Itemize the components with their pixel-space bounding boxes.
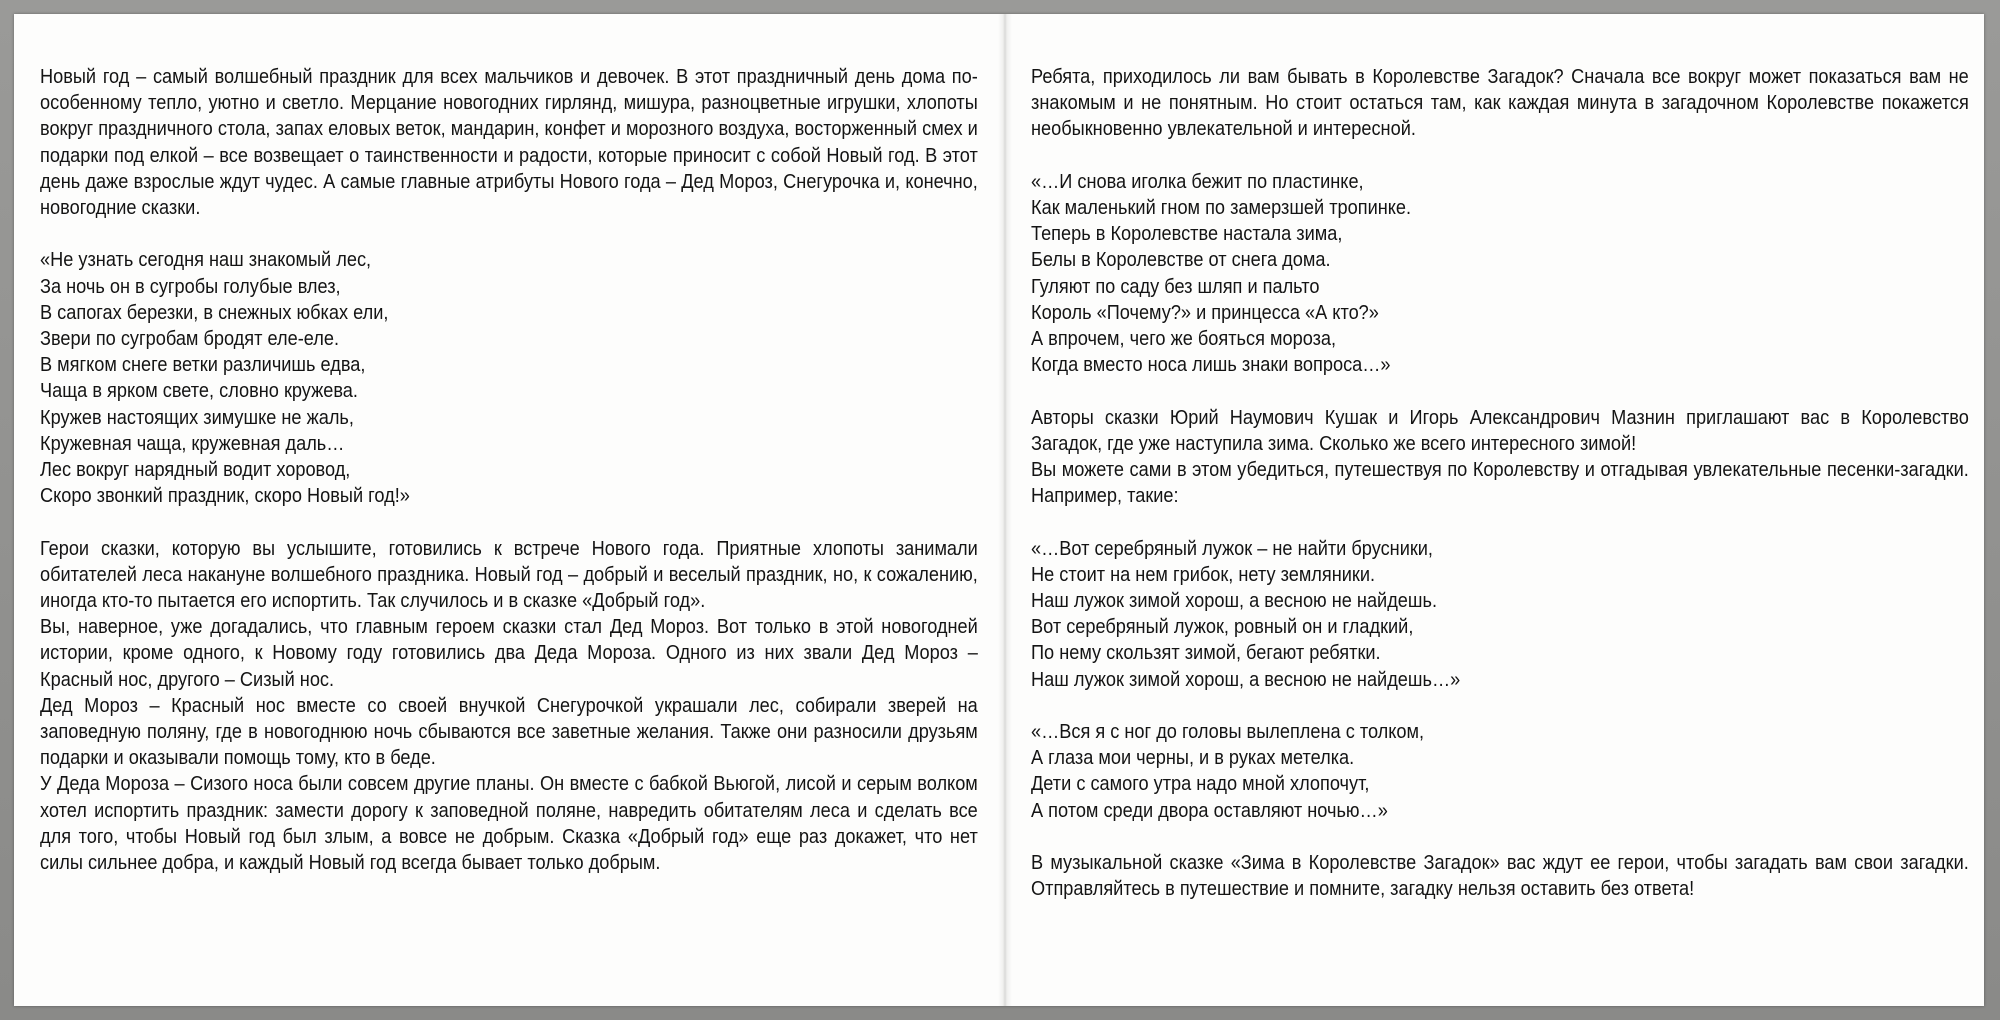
left-poem xyxy=(40,247,978,509)
poem-line: Кружев настоящих зимушке не жаль, xyxy=(40,406,354,429)
poem-line: Звери по сугробам бродят еле-еле. xyxy=(40,328,339,351)
riddle-line: Дети с самого утра надо мной хлопочут, xyxy=(1031,773,1370,796)
authors-paragraph: Авторы сказки Юрий Наумович Кушак и Игорь Александрович Мазнин приглашают вас в Королевство Загадок, где уже наступила зима. Сколько же всего интересного зимой! xyxy=(1031,406,1969,455)
poem-line: Теперь в Королевстве настала зима, xyxy=(1031,223,1343,246)
riddle-line: Наш лужок зимой хорош, а весною не найдешь. xyxy=(1031,590,1438,613)
riddle-snowwoman xyxy=(1031,719,1969,824)
riddle-line: А потом среди двора оставляют ночью…» xyxy=(1031,799,1388,822)
booklet-spread xyxy=(14,14,1984,1006)
poem-line: «Не узнать сегодня наш знакомый лес, xyxy=(40,249,372,272)
poem-line: «…И снова иголка бежит по пластинке, xyxy=(1031,170,1364,193)
poem-line: Скоро звонкий праздник, скоро Новый год!» xyxy=(40,485,410,508)
poem-line: А впрочем, чего же бояться мороза, xyxy=(1031,328,1337,351)
poem-line: За ночь он в сугробы голубые влез, xyxy=(40,275,341,298)
poem-line: В мягком снеге ветки различишь едва, xyxy=(40,354,366,377)
riddle-line: Наш лужок зимой хорош, а весною не найдешь…» xyxy=(1031,668,1461,691)
riddle-line: «…Вся я с ног до головы вылеплена с толком, xyxy=(1031,721,1425,744)
red-nose-paragraph: Дед Мороз – Красный нос вместе со своей внучкой Снегурочкой украшали лес, собирали зверей на заповедную поляну, где в новогоднюю ночь сбываются все заветные желания. Также они разносили друзьям подарки и оказывали помощь тому, кто в беде. xyxy=(40,694,978,770)
riddle-line: «…Вот серебряный лужок – не найти брусники, xyxy=(1031,537,1433,560)
poem-line: Король «Почему?» и принцесса «А кто?» xyxy=(1031,301,1379,324)
poem-line: Белы в Королевстве от снега дома. xyxy=(1031,249,1331,272)
riddle-luzhok xyxy=(1031,536,1969,693)
left-intro-paragraph: Новый год – самый волшебный праздник для всех мальчиков и девочек. В этот праздничный день дома по-особенному тепло, уютно и светло. Мерцание новогодних гирлянд, мишура, разноцветные игрушки, хлопоты вокруг праздничного стола, запах еловых веток, мандарин, конфет и морозного воздуха, восторженный смех и подарки под елкой – все возвещает о таинственности и радости, которые приносит с собой Новый год. В этот день даже взрослые ждут чудес. А самые главные атрибуты Нового года – Дед Мороз, Снегурочка и, конечно, новогодние сказки. xyxy=(40,66,978,220)
center-fold xyxy=(998,14,1012,1006)
riddle-line: По нему скользят зимой, бегают ребятки. xyxy=(1031,642,1381,665)
left-page xyxy=(40,64,978,876)
riddle-line: Не стоит на нем грибок, нету земляники. xyxy=(1031,563,1376,586)
right-page xyxy=(1031,64,1969,902)
right-intro-paragraph: Ребята, приходилось ли вам бывать в Королевстве Загадок? Сначала все вокруг может показаться вам не знакомым и не понятным. Но стоит остаться там, как каждая минута в загадочном Королевстве покажется необыкновенно увлекательной и интересной. xyxy=(1031,66,1969,141)
two-ded-moroz-paragraph: Вы, наверное, уже догадались, что главным героем сказки стал Дед Мороз. Вот только в этой новогодней истории, кроме одного, к Новому году готовились два Деда Мороза. Одного из них звали Дед Мороз – Красный нос, другого – Сизый нос. xyxy=(40,616,978,691)
poem-line: В сапогах березки, в снежных юбках ели, xyxy=(40,301,389,324)
poem-line: Кружевная чаща, кружевная даль… xyxy=(40,432,345,455)
poem-line: Гуляют по саду без шляп и пальто xyxy=(1031,275,1320,298)
poem-line: Когда вместо носа лишь знаки вопроса…» xyxy=(1031,354,1391,377)
poem-line: Как маленький гном по замерзшей тропинке. xyxy=(1031,197,1412,219)
right-poem xyxy=(1031,169,1969,379)
closing-paragraph: В музыкальной сказке «Зима в Королевстве Загадок» вас ждут ее герои, чтобы загадать вам свои загадки. Отправляйтесь в путешествие и помните, загадку нельзя оставить без ответа! xyxy=(1031,852,1969,901)
riddle-line: А глаза мои черны, и в руках метелка. xyxy=(1031,747,1355,770)
poem-line: Лес вокруг нарядный водит хоровод, xyxy=(40,459,351,482)
blue-nose-paragraph: У Деда Мороза – Сизого носа были совсем другие планы. Он вместе с бабкой Вьюгой, лисой и серым волком хотел испортить праздник: замести дорогу к заповедной поляне, навредить обитателям леса и сделать все для того, чтобы Новый год был злым, а вовсе не добрым. Сказка «Добрый год» еще раз докажет, что нет силы сильнее добра, и каждый Новый год всегда бывает только добрым. xyxy=(40,773,978,875)
story-heroes-paragraph: Герои сказки, которую вы услышите, готовились к встрече Нового года. Приятные хлопоты занимали обитателей леса накануне волшебного праздника. Новый год – добрый и веселый праздник, но, к сожалению, иногда кто-то пытается его испортить. Так случилось и в сказке «Добрый год». xyxy=(40,537,978,613)
riddle-line: Вот серебряный лужок, ровный он и гладкий, xyxy=(1031,616,1414,639)
invite-paragraph: Вы можете сами в этом убедиться, путешествуя по Королевству и отгадывая увлекательные песенки-загадки. Например, такие: xyxy=(1031,459,1969,508)
poem-line: Чаща в ярком свете, словно кружева. xyxy=(40,380,358,403)
